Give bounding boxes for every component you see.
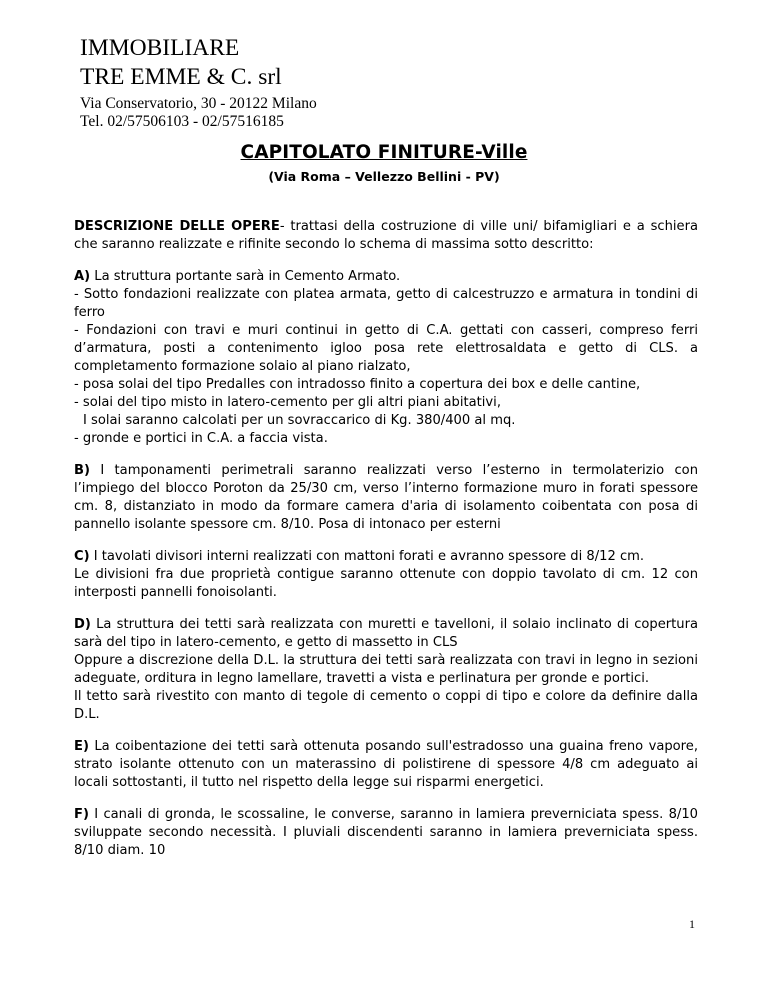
intro-heading: DESCRIZIONE DELLE OPERE bbox=[74, 219, 280, 234]
section-f-text: I canali di gronda, le scossaline, le converse, saranno in lamiera preverniciata spess. 8/10 sviluppate secondo necessità. I pluviali discendenti saranno in lamiera preverniciata spess. 8/10 diam. 10 bbox=[74, 807, 698, 858]
company-letterhead bbox=[80, 34, 317, 131]
section-a-label: A) bbox=[74, 269, 91, 284]
section-a-item: - gronde e portici in C.A. a faccia vista. bbox=[74, 431, 328, 446]
section-a-line bbox=[74, 268, 698, 286]
section-e-text: La coibentazione dei tetti sarà ottenuta posando sull'estradosso una guaina freno vapore, strato isolante ottenuto con un materassino di polistirene di spessore 4/8 cm adeguato ai locali sottostanti, il tutto nel rispetto della legge sui risparmi energetici. bbox=[74, 739, 698, 790]
company-name-line2: TRE EMME & C. srl bbox=[80, 64, 282, 90]
section-b bbox=[74, 462, 698, 534]
section-f bbox=[74, 806, 698, 860]
document-subtitle: (Via Roma – Vellezzo Bellini - PV) bbox=[268, 169, 500, 184]
section-a-item: - Sotto fondazioni realizzate con platea armata, getto di calcestruzzo e armatura in tondini di ferro bbox=[74, 287, 698, 320]
intro-text: - trattasi della costruzione di ville uni/ bifamigliari e a schiera che saranno realizzate e rifinite secondo lo schema di massima sotto descritto: bbox=[74, 219, 699, 252]
document-body bbox=[74, 218, 698, 874]
section-d-line bbox=[74, 616, 698, 652]
section-a-item: - posa solai del tipo Predalles con intradosso finito a copertura dei box e delle cantine, bbox=[74, 377, 641, 392]
section-a-item: I solai saranno calcolati per un sovraccarico di Kg. 380/400 al mq. bbox=[83, 413, 516, 428]
company-address: Via Conservatorio, 30 - 20122 Milano bbox=[80, 95, 317, 112]
section-c-line bbox=[74, 548, 698, 566]
title-block bbox=[0, 142, 768, 184]
company-name-line1: IMMOBILIARE bbox=[80, 35, 240, 61]
section-d-text: La struttura dei tetti sarà realizzata con muretti e tavelloni, il solaio inclinato di copertura sarà del tipo in latero-cemento, e getto di massetto in CLS bbox=[74, 617, 698, 650]
section-d bbox=[74, 616, 698, 724]
section-a bbox=[74, 268, 698, 448]
section-a-item: - solai del tipo misto in latero-cemento per gli altri piani abitativi, bbox=[74, 395, 501, 410]
section-f-label: F) bbox=[74, 807, 89, 822]
section-c bbox=[74, 548, 698, 602]
section-b-label: B) bbox=[74, 463, 90, 478]
section-d-label: D) bbox=[74, 617, 91, 632]
section-d-text3: Il tetto sarà rivestito con manto di tegole di cemento o coppi di tipo e colore da definire dalla D.L. bbox=[74, 689, 698, 722]
section-c-text2: Le divisioni fra due proprietà contigue saranno ottenute con doppio tavolato di cm. 12 con interposti pannelli fonoisolanti. bbox=[74, 567, 698, 600]
page-number: 1 bbox=[689, 917, 695, 931]
section-a-text: La struttura portante sarà in Cemento Armato. bbox=[90, 269, 401, 284]
section-a-item: - Fondazioni con travi e muri continui in getto di C.A. gettati con casseri, compreso ferri d’armatura, posti a contenimento igloo posa rete elettrosaldata e getto di CLS. a completamento formazione solaio al piano rialzato, bbox=[74, 323, 698, 374]
section-d-text2: Oppure a discrezione della D.L. la struttura dei tetti sarà realizzata con travi in legno in sezioni adeguate, orditura in legno lamellare, travetti a vista e perlinatura per gronde e portici. bbox=[74, 653, 698, 686]
section-e-label: E) bbox=[74, 739, 89, 754]
company-phone: Tel. 02/57506103 - 02/57516185 bbox=[80, 113, 284, 130]
document-title: CAPITOLATO FINITURE-Ville bbox=[240, 142, 528, 163]
intro-paragraph bbox=[74, 218, 698, 254]
section-e bbox=[74, 738, 698, 792]
section-c-text: I tavolati divisori interni realizzati con mattoni forati e avranno spessore di 8/12 cm. bbox=[89, 549, 645, 564]
section-c-label: C) bbox=[74, 549, 90, 564]
section-b-text: I tamponamenti perimetrali saranno realizzati verso l’esterno in termolaterizio con l’impiego del blocco Poroton da 25/30 cm, verso l’interno formazione muro in forati spessore cm. 8, distanziato in modo da formare camera d'aria di isolamento coibentata con posa di pannello isolante spessore cm. 8/10. Posa di intonaco per esterni bbox=[74, 463, 698, 532]
